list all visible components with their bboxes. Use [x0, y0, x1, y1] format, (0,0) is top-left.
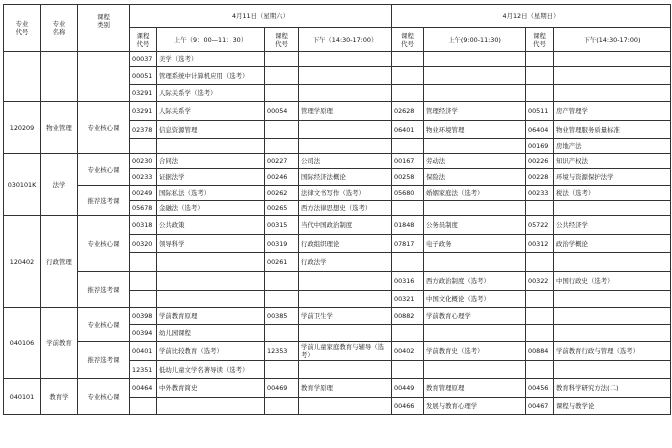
course-code-cell [526, 308, 554, 325]
course-code-cell: 00169 [526, 139, 554, 154]
schedule-body [4, 52, 671, 415]
major-code-cell: 040101 [4, 379, 41, 415]
course-name-cell: 公共政策 [157, 216, 265, 235]
course-name-cell: 合同法 [157, 154, 265, 169]
course-name-cell: 美学（选考） [157, 52, 265, 67]
course-type-cell: 推荐选考课 [78, 186, 130, 216]
course-name-cell: 法律文书写作（选考） [299, 186, 392, 201]
course-name-cell: 人际关系学（选考） [157, 85, 265, 102]
course-code-cell: 03291 [130, 85, 157, 102]
course-code-cell: 00230 [130, 154, 157, 169]
course-name-cell: 环境与资源保护法学 [554, 169, 671, 186]
course-name-cell: 信息资源管理 [157, 121, 265, 139]
header-major-name: 专业 名称 [41, 5, 78, 52]
major-code-cell: 030101K [4, 154, 41, 216]
course-code-cell [130, 291, 157, 308]
major-name-cell: 行政管理 [41, 216, 78, 308]
course-code-cell [392, 325, 424, 342]
course-code-cell [526, 253, 554, 272]
course-name-cell [299, 52, 392, 67]
course-name-cell [554, 52, 671, 67]
course-code-cell [265, 398, 299, 415]
course-name-cell [299, 325, 392, 342]
course-name-cell: 房产管理学 [554, 102, 671, 121]
header-day1: 4月11日（星期六） [130, 5, 392, 28]
header-pm-2: 下午(14:30-17:00) [554, 28, 671, 52]
table-row [4, 308, 671, 325]
course-code-cell [130, 253, 157, 272]
course-name-cell: 西方政治制度（选考） [424, 272, 526, 291]
course-code-cell: 00469 [265, 379, 299, 398]
course-name-cell [299, 398, 392, 415]
course-code-cell: 00385 [265, 308, 299, 325]
course-code-cell: 00246 [265, 169, 299, 186]
course-name-cell: 学前教育心理学 [424, 308, 526, 325]
course-type-cell: 推荐选考课 [78, 342, 130, 379]
course-name-cell: 学前卫生学 [299, 308, 392, 325]
course-code-cell: 00051 [130, 67, 157, 85]
table-row [4, 186, 671, 201]
header-major-code: 专业 代号 [4, 5, 41, 52]
course-code-cell: 00315 [265, 216, 299, 235]
course-name-cell [157, 398, 265, 415]
course-code-cell [265, 139, 299, 154]
course-code-cell [130, 398, 157, 415]
table-row [4, 272, 671, 291]
course-name-cell [299, 291, 392, 308]
course-name-cell [157, 272, 265, 291]
course-name-cell: 行政组织理论 [299, 235, 392, 253]
course-name-cell: 行政法学 [299, 253, 392, 272]
header-am-2: 上午(9:00-11:30) [424, 28, 526, 52]
course-code-cell [392, 253, 424, 272]
course-code-cell [392, 201, 424, 216]
table-row [4, 216, 671, 235]
course-type-cell [78, 52, 130, 102]
header-code-2: 课程 代号 [265, 28, 299, 52]
course-name-cell [424, 85, 526, 102]
table-row [4, 102, 671, 121]
course-name-cell: 教育学原理 [299, 379, 392, 398]
course-code-cell: 02378 [130, 121, 157, 139]
course-name-cell: 西方法律思想史（选考） [299, 201, 392, 216]
course-code-cell: 00319 [265, 235, 299, 253]
major-name-cell: 教育学 [41, 379, 78, 415]
course-name-cell: 税法（选考） [554, 186, 671, 201]
course-name-cell [299, 139, 392, 154]
course-code-cell [265, 85, 299, 102]
course-code-cell [392, 361, 424, 379]
course-name-cell [554, 67, 671, 85]
major-name-cell [41, 52, 78, 102]
course-name-cell: 管理学原理 [299, 102, 392, 121]
major-code-cell: 120402 [4, 216, 41, 308]
course-name-cell: 劳动法 [424, 154, 526, 169]
course-name-cell: 金融法（选考） [157, 201, 265, 216]
course-code-cell: 00321 [392, 291, 424, 308]
course-code-cell: 00262 [265, 186, 299, 201]
course-code-cell: 12351 [130, 361, 157, 379]
course-code-cell [526, 361, 554, 379]
course-name-cell: 物业管理服务质量标准 [554, 121, 671, 139]
course-code-cell: 00320 [130, 235, 157, 253]
course-name-cell: 国际私法（选考） [157, 186, 265, 201]
course-code-cell: 00322 [526, 272, 554, 291]
course-code-cell: 00249 [130, 186, 157, 201]
course-name-cell: 证据法学 [157, 169, 265, 186]
course-code-cell: 07817 [392, 235, 424, 253]
course-name-cell: 教育管理原理 [424, 379, 526, 398]
course-name-cell [299, 361, 392, 379]
course-code-cell [265, 52, 299, 67]
course-name-cell [554, 361, 671, 379]
course-code-cell [265, 325, 299, 342]
course-name-cell: 婚姻家庭法（选考） [424, 186, 526, 201]
course-code-cell: 00167 [392, 154, 424, 169]
header-code-1: 课程 代号 [130, 28, 157, 52]
course-type-cell: 专业核心课 [78, 308, 130, 342]
course-name-cell: 管理系统中计算机应用（选考） [157, 67, 265, 85]
major-code-cell: 040106 [4, 308, 41, 379]
course-code-cell: 00401 [130, 342, 157, 361]
course-code-cell: 05722 [526, 216, 554, 235]
course-name-cell [554, 291, 671, 308]
course-code-cell: 00456 [526, 379, 554, 398]
header-course-type: 课程 类别 [78, 5, 130, 52]
course-code-cell: 00316 [392, 272, 424, 291]
course-code-cell: 00227 [265, 154, 299, 169]
header-code-3: 课程 代号 [392, 28, 424, 52]
header-code-4: 课程 代号 [526, 28, 554, 52]
table-row [4, 52, 671, 67]
course-code-cell: 00258 [392, 169, 424, 186]
course-code-cell: 00467 [526, 398, 554, 415]
course-code-cell [265, 291, 299, 308]
course-code-cell [392, 139, 424, 154]
course-name-cell: 公务员制度 [424, 216, 526, 235]
course-name-cell [157, 253, 265, 272]
course-name-cell: 低幼儿童文学名著导读（选考） [157, 361, 265, 379]
course-name-cell: 公司法 [299, 154, 392, 169]
course-name-cell [299, 121, 392, 139]
course-code-cell [265, 361, 299, 379]
course-name-cell [424, 361, 526, 379]
header-pm-1: 下午（14:30-17:00） [299, 28, 392, 52]
course-name-cell: 学前教育行政与管理（选考） [554, 342, 671, 361]
course-code-cell: 00233 [526, 186, 554, 201]
course-code-cell [265, 67, 299, 85]
course-name-cell: 管理经济学 [424, 102, 526, 121]
course-code-cell: 00037 [130, 52, 157, 67]
course-name-cell: 中外教育简史 [157, 379, 265, 398]
course-code-cell [392, 67, 424, 85]
course-code-cell [392, 85, 424, 102]
course-name-cell [424, 325, 526, 342]
course-code-cell: 00233 [130, 169, 157, 186]
course-type-cell: 专业核心课 [78, 154, 130, 186]
course-name-cell [424, 201, 526, 216]
course-name-cell: 幼儿园课程 [157, 325, 265, 342]
course-name-cell [424, 253, 526, 272]
course-code-cell: 00394 [130, 325, 157, 342]
table-row [4, 154, 671, 169]
course-name-cell [157, 139, 265, 154]
course-name-cell: 电子政务 [424, 235, 526, 253]
course-code-cell: 00884 [526, 342, 554, 361]
major-name-cell: 物业管理 [41, 102, 78, 154]
course-name-cell: 课程与教学论 [554, 398, 671, 415]
course-code-cell [526, 67, 554, 85]
course-name-cell [299, 85, 392, 102]
course-code-cell: 00398 [130, 308, 157, 325]
course-code-cell [130, 272, 157, 291]
course-name-cell: 领导科学 [157, 235, 265, 253]
course-code-cell: 00464 [130, 379, 157, 398]
course-name-cell: 保险法 [424, 169, 526, 186]
course-code-cell: 05680 [392, 186, 424, 201]
course-code-cell [130, 139, 157, 154]
course-code-cell: 00312 [526, 235, 554, 253]
course-name-cell: 国际经济法概论 [299, 169, 392, 186]
course-code-cell [526, 201, 554, 216]
course-code-cell [265, 121, 299, 139]
exam-schedule-table [3, 4, 671, 415]
course-code-cell: 02628 [392, 102, 424, 121]
course-name-cell: 学前儿童家庭教育与辅导（选考） [299, 342, 392, 361]
course-code-cell: 00054 [265, 102, 299, 121]
course-name-cell: 中国行政史（选考） [554, 272, 671, 291]
course-name-cell: 中国文化概论（选考） [424, 291, 526, 308]
course-code-cell: 05678 [130, 201, 157, 216]
table-row [4, 342, 671, 361]
course-code-cell: 03291 [130, 102, 157, 121]
course-name-cell: 人际关系学 [157, 102, 265, 121]
course-code-cell: 00228 [526, 169, 554, 186]
course-code-cell: 00402 [392, 342, 424, 361]
course-code-cell: 00466 [392, 398, 424, 415]
course-name-cell [299, 67, 392, 85]
course-code-cell: 06404 [526, 121, 554, 139]
course-code-cell: 00449 [392, 379, 424, 398]
course-name-cell: 当代中国政治制度 [299, 216, 392, 235]
course-code-cell [526, 85, 554, 102]
major-code-cell [4, 52, 41, 102]
course-code-cell: 12353 [265, 342, 299, 361]
major-name-cell: 学前教育 [41, 308, 78, 379]
course-name-cell: 发展与教育心理学 [424, 398, 526, 415]
course-name-cell [424, 139, 526, 154]
course-name-cell: 知识产权法 [554, 154, 671, 169]
course-name-cell: 学前教育原理 [157, 308, 265, 325]
course-code-cell: 00226 [526, 154, 554, 169]
course-code-cell [526, 52, 554, 67]
header-am-1: 上午（9：00—11：30） [157, 28, 265, 52]
course-code-cell [392, 52, 424, 67]
major-code-cell: 120209 [4, 102, 41, 154]
course-code-cell [265, 272, 299, 291]
header-day2: 4月12日（星期日） [392, 5, 671, 28]
course-type-cell: 推荐选考课 [78, 272, 130, 308]
course-name-cell [554, 201, 671, 216]
course-name-cell: 房地产法 [554, 139, 671, 154]
course-name-cell [554, 253, 671, 272]
course-name-cell [299, 272, 392, 291]
course-name-cell [157, 291, 265, 308]
course-code-cell: 00511 [526, 102, 554, 121]
table-row [4, 379, 671, 398]
course-type-cell: 专业核心课 [78, 379, 130, 415]
course-name-cell: 政治学概论 [554, 235, 671, 253]
course-name-cell: 学前教育史（选考） [424, 342, 526, 361]
course-code-cell [526, 325, 554, 342]
major-name-cell: 法学 [41, 154, 78, 216]
course-name-cell: 学前比较教育（选考） [157, 342, 265, 361]
course-code-cell: 06401 [392, 121, 424, 139]
course-type-cell: 专业核心课 [78, 102, 130, 154]
course-name-cell [424, 52, 526, 67]
course-name-cell: 物业环境管理 [424, 121, 526, 139]
course-name-cell [424, 67, 526, 85]
course-code-cell: 01848 [392, 216, 424, 235]
course-code-cell: 00261 [265, 253, 299, 272]
course-name-cell [554, 308, 671, 325]
course-name-cell [554, 325, 671, 342]
course-name-cell: 教育科学研究方法(二) [554, 379, 671, 398]
course-name-cell: 公共经济学 [554, 216, 671, 235]
course-code-cell [526, 291, 554, 308]
course-code-cell: 00265 [265, 201, 299, 216]
course-code-cell: 00882 [392, 308, 424, 325]
course-code-cell: 00318 [130, 216, 157, 235]
course-name-cell [554, 85, 671, 102]
course-type-cell: 专业核心课 [78, 216, 130, 272]
